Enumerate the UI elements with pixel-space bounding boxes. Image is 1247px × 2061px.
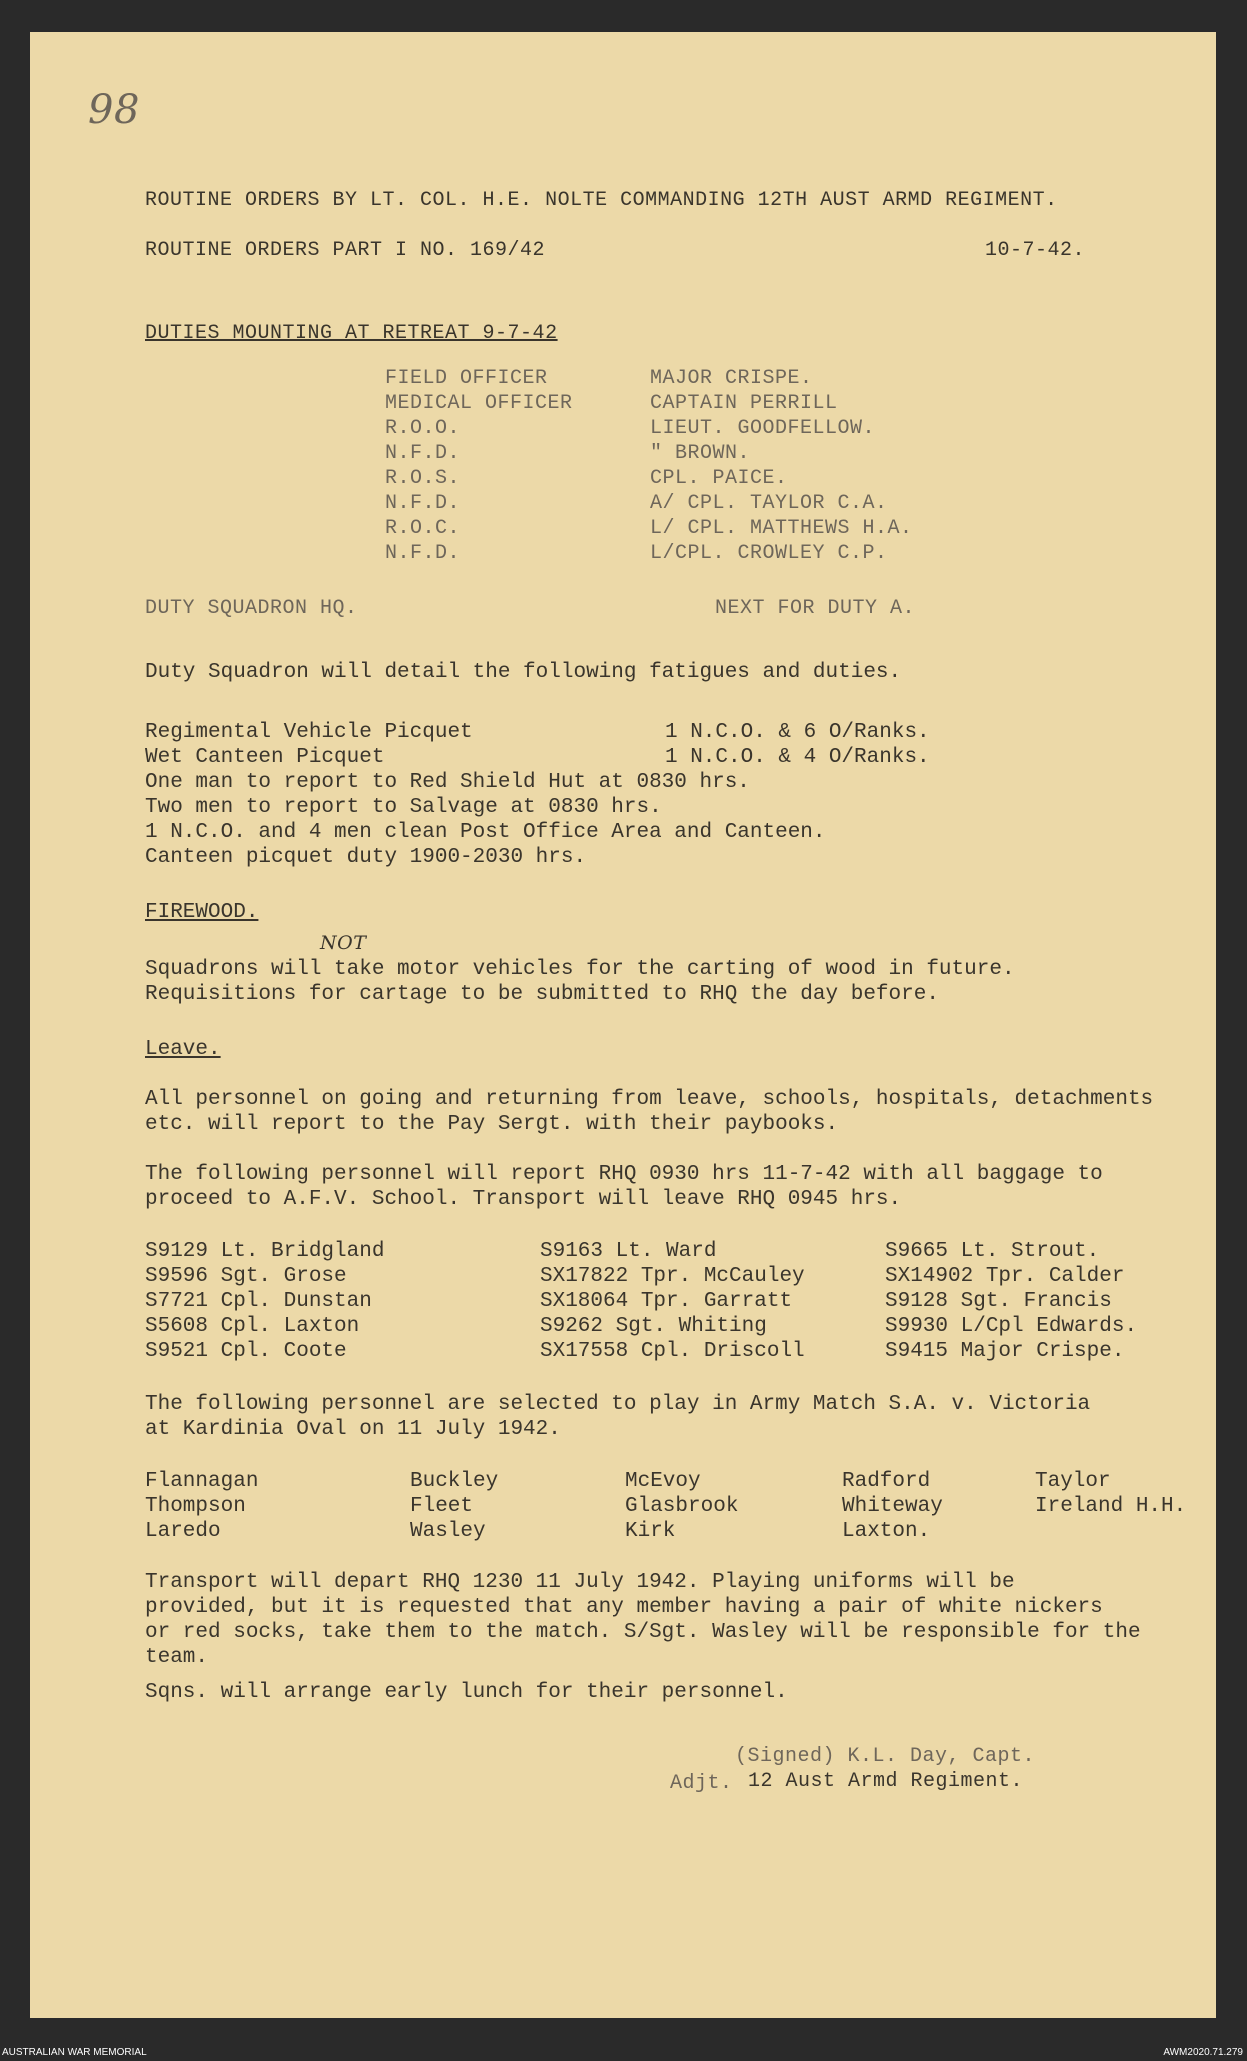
lunch-line: Sqns. will arrange early lunch for their personnel.	[145, 1681, 788, 1704]
fatigue-item: Two men to report to Salvage at 0830 hrs.	[145, 796, 662, 819]
personnel-entry: S9129 Lt. Bridgland	[145, 1240, 385, 1263]
personnel-entry: SX17822 Tpr. McCauley	[540, 1265, 805, 1288]
school-line-1: The following personnel will report RHQ 0930 hrs 11-7-42 with all baggage to	[145, 1163, 1103, 1186]
player-name: Buckley	[410, 1470, 499, 1493]
transport-line: provided, but it is requested that any member having a pair of white nickers	[145, 1596, 1103, 1619]
header-date: 10-7-42.	[985, 239, 1086, 262]
personnel-entry: SX14902 Tpr. Calder	[885, 1265, 1125, 1288]
match-line-1: The following personnel are selected to play in Army Match S.A. v. Victoria	[145, 1393, 1091, 1416]
leave-line-2: etc. will report to the Pay Sergt. with their paybooks.	[145, 1113, 839, 1136]
document-page	[30, 32, 1216, 2018]
fatigue-detail: 1 N.C.O. & 6 O/Ranks.	[665, 721, 930, 744]
player-name: Wasley	[410, 1520, 486, 1543]
transport-line: or red socks, take them to the match. S/Sgt. Wasley will be responsible for the	[145, 1621, 1141, 1644]
duties-heading: DUTIES MOUNTING AT RETREAT 9-7-42	[145, 322, 558, 345]
fatigue-detail: 1 N.C.O. & 4 O/Ranks.	[665, 746, 930, 769]
fatigue-item: 1 N.C.O. and 4 men clean Post Office Area and Canteen.	[145, 821, 826, 844]
duty-name: L/ CPL. MATTHEWS H.A.	[650, 517, 913, 540]
archive-reference: AWM2020.71.279	[1163, 2047, 1243, 2058]
player-name: Ireland H.H.	[1035, 1495, 1187, 1518]
duty-name: MAJOR CRISPE.	[650, 367, 813, 390]
personnel-entry: S9163 Lt. Ward	[540, 1240, 717, 1263]
duty-name: L/CPL. CROWLEY C.P.	[650, 542, 888, 565]
duty-role: N.F.D.	[385, 492, 461, 515]
duty-name: CPL. PAICE.	[650, 467, 788, 490]
fatigues-intro: Duty Squadron will detail the following fatigues and duties.	[145, 661, 902, 684]
duty-role: MEDICAL OFFICER	[385, 392, 573, 415]
archive-credit: AUSTRALIAN WAR MEMORIAL	[2, 2047, 147, 2058]
personnel-entry: S9262 Sgt. Whiting	[540, 1315, 767, 1338]
duty-role: R.O.C.	[385, 517, 461, 540]
signature-signed: (Signed) K.L. Day, Capt.	[735, 1745, 1036, 1768]
firewood-line-1: Squadrons will take motor vehicles for the carting of wood in future.	[145, 958, 1015, 981]
match-line-2: at Kardinia Oval on 11 July 1942.	[145, 1418, 561, 1441]
signature-unit: 12 Aust Armd Regiment.	[748, 1770, 1024, 1793]
header-line-1: ROUTINE ORDERS BY LT. COL. H.E. NOLTE COMMANDING 12TH AUST ARMD REGIMENT.	[145, 189, 1058, 212]
transport-line: team.	[145, 1646, 209, 1669]
personnel-entry: S7721 Cpl. Dunstan	[145, 1290, 372, 1313]
transport-line: Transport will depart RHQ 1230 11 July 1942. Playing uniforms will be	[145, 1571, 1015, 1594]
personnel-entry: S9596 Sgt. Grose	[145, 1265, 347, 1288]
player-name: Laxton.	[842, 1520, 931, 1543]
folio-number: 98	[88, 87, 140, 133]
duty-role: N.F.D.	[385, 442, 461, 465]
personnel-entry: SX18064 Tpr. Garratt	[540, 1290, 793, 1313]
duty-role: N.F.D.	[385, 542, 461, 565]
player-name: Glasbrook	[625, 1495, 739, 1518]
personnel-entry: S5608 Cpl. Laxton	[145, 1315, 360, 1338]
duty-role: FIELD OFFICER	[385, 367, 548, 390]
firewood-line-2: Requisitions for cartage to be submitted to RHQ the day before.	[145, 983, 939, 1006]
personnel-entry: S9128 Sgt. Francis	[885, 1290, 1112, 1313]
handwritten-insertion: NOT	[320, 932, 367, 954]
player-name: Kirk	[625, 1520, 676, 1543]
duty-name: CAPTAIN PERRILL	[650, 392, 838, 415]
fatigue-item: One man to report to Red Shield Hut at 0830 hrs.	[145, 771, 750, 794]
school-line-2: proceed to A.F.V. School. Transport will leave RHQ 0945 hrs.	[145, 1188, 902, 1211]
player-name: Thompson	[145, 1495, 246, 1518]
duty-role: R.O.O.	[385, 417, 461, 440]
player-name: Flannagan	[145, 1470, 259, 1493]
player-name: Laredo	[145, 1520, 221, 1543]
fatigue-item: Wet Canteen Picquet	[145, 746, 385, 769]
fatigue-item: Regimental Vehicle Picquet	[145, 721, 473, 744]
player-name: Fleet	[410, 1495, 474, 1518]
player-name: Taylor	[1035, 1470, 1111, 1493]
duty-name: A/ CPL. TAYLOR C.A.	[650, 492, 888, 515]
personnel-entry: S9415 Major Crispe.	[885, 1340, 1125, 1363]
duty-squadron: DUTY SQUADRON HQ.	[145, 597, 358, 620]
duty-name: " BROWN.	[650, 442, 751, 465]
header-line-2: ROUTINE ORDERS PART I NO. 169/42	[145, 239, 546, 262]
firewood-heading: FIREWOOD.	[145, 901, 259, 924]
leave-line-1: All personnel on going and returning from leave, schools, hospitals, detachments	[145, 1088, 1154, 1111]
duty-role: R.O.S.	[385, 467, 461, 490]
leave-heading: Leave.	[145, 1038, 221, 1061]
player-name: McEvoy	[625, 1470, 701, 1493]
personnel-entry: S9665 Lt. Strout.	[885, 1240, 1100, 1263]
signature-adjt: Adjt.	[670, 1772, 733, 1795]
personnel-entry: S9930 L/Cpl Edwards.	[885, 1315, 1138, 1338]
personnel-entry: SX17558 Cpl. Driscoll	[540, 1340, 805, 1363]
fatigue-item: Canteen picquet duty 1900-2030 hrs.	[145, 846, 587, 869]
next-for-duty: NEXT FOR DUTY A.	[715, 597, 916, 620]
player-name: Radford	[842, 1470, 931, 1493]
duty-name: LIEUT. GOODFELLOW.	[650, 417, 876, 440]
player-name: Whiteway	[842, 1495, 943, 1518]
personnel-entry: S9521 Cpl. Coote	[145, 1340, 347, 1363]
